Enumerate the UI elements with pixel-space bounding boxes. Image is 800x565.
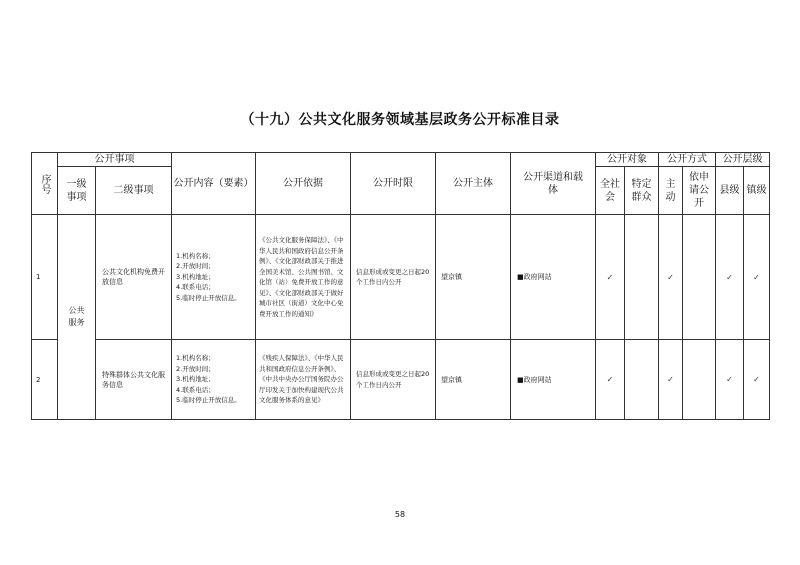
- empty-cell: [625, 215, 659, 340]
- level2-cell: 公共文化机构免费开放信息: [96, 215, 172, 340]
- content-cell: 1.机构名称； 2.开放时间； 3.机构地址； 4.联系电话； 5.临时停止开放信息。: [172, 340, 256, 420]
- header-level: 公开层级: [716, 153, 770, 167]
- empty-cell: [625, 340, 659, 420]
- row-number: 2: [32, 340, 58, 420]
- subject-cell: 望京镇: [436, 340, 511, 420]
- basis-cell: 《公共文化服务保障法》、《中华人民共和国政府信息公开条例》、《文化部财政部关于推进全国美术馆、公共图书馆、文化馆（站）免费开放工作的意见》、《文化部财政部关于做好城市社区（街道）文化中心免费开放工作的通知》: [256, 215, 351, 340]
- basis-cell: 《残疾人保障法》、《中华人民共和国政府信息公开条例》、《中共中央办公厅国务院办公厅印发关于加快构建现代公共文化服务体系的意见》: [256, 340, 351, 420]
- header-content: 公开内容（要素）: [172, 153, 256, 215]
- header-subject: 公开主体: [436, 153, 511, 215]
- page-title: （十九）公共文化服务领域基层政务公开标准目录: [240, 112, 560, 128]
- header-time-limit: 公开时限: [351, 153, 436, 215]
- time-limit-cell: 信息形成或变更之日起20个工作日内公开: [351, 340, 436, 420]
- header-level2: 二级事项: [96, 167, 172, 215]
- header-method: 公开方式: [659, 153, 716, 167]
- check-mark: ✓: [659, 340, 683, 420]
- channel-cell: ■政府网站: [511, 340, 596, 420]
- header-matters: 公开事项: [58, 153, 172, 167]
- check-mark: ✓: [744, 340, 770, 420]
- header-seq: 序号: [32, 153, 58, 215]
- header-channel: 公开渠道和载体: [511, 153, 596, 215]
- row-number: 1: [32, 215, 58, 340]
- check-mark: ✓: [716, 215, 744, 340]
- header-basis: 公开依据: [256, 153, 351, 215]
- standard-catalog-table: [31, 152, 770, 420]
- header-target-specific: 特定群众: [625, 167, 659, 215]
- content-cell: 1.机构名称； 2.开放时间； 3.机构地址； 4.联系电话； 5.临时停止开放信息。: [172, 215, 256, 340]
- header-method-apply: 依申请公开: [683, 167, 716, 215]
- level1-cell: [58, 215, 96, 420]
- empty-cell: [683, 340, 716, 420]
- check-mark: ✓: [744, 215, 770, 340]
- channel-cell: ■政府网站: [511, 215, 596, 340]
- header-level-county: 县级: [716, 167, 744, 215]
- time-limit-cell: 信息形成或变更之日起20个工作日内公开: [351, 215, 436, 340]
- page-number: 58: [394, 510, 406, 519]
- table-row: [32, 340, 770, 420]
- header-level-town: 镇级: [744, 167, 770, 215]
- subject-cell: 望京镇: [436, 215, 511, 340]
- check-mark: ✓: [659, 215, 683, 340]
- table-row: [32, 215, 770, 340]
- empty-cell: [683, 215, 716, 340]
- header-method-active: 主动: [659, 167, 683, 215]
- check-mark: ✓: [716, 340, 744, 420]
- header-level1: 一级事项: [58, 167, 96, 215]
- level1-value: 公共服务: [68, 306, 85, 327]
- check-mark: ✓: [596, 215, 625, 340]
- header-target-all: 全社会: [596, 167, 625, 215]
- header-target: 公开对象: [596, 153, 659, 167]
- level2-cell: 特殊群体公共文化服务信息: [96, 340, 172, 420]
- check-mark: ✓: [596, 340, 625, 420]
